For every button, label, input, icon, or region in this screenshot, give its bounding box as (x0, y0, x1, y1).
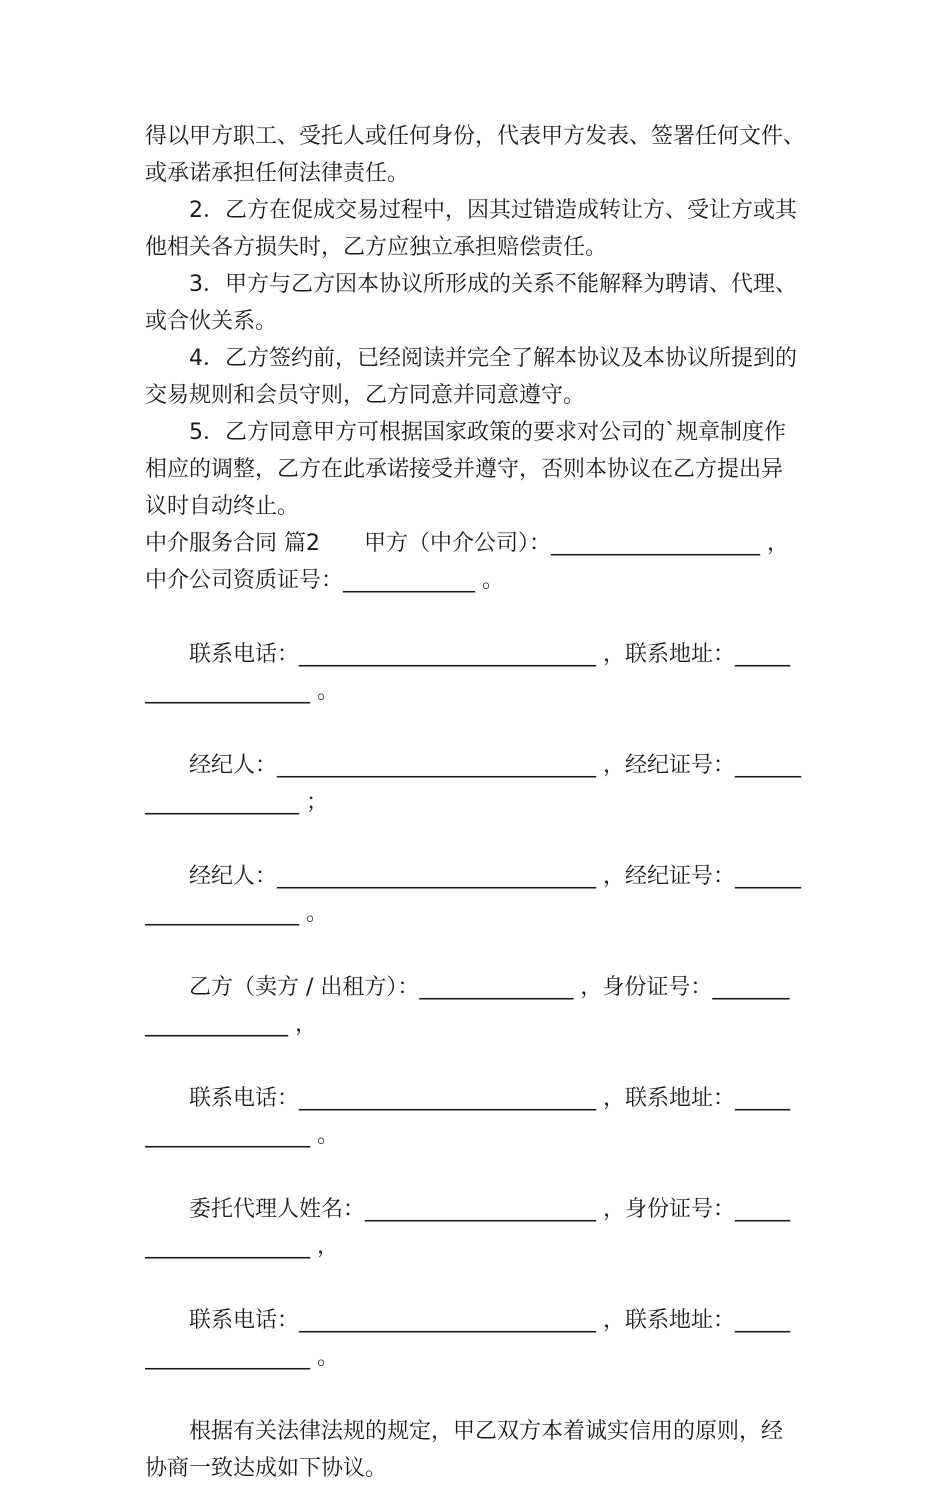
document-line: 他相关各方损失时，乙方应独立承担赔偿责任。 (145, 235, 608, 260)
line-gap (145, 1043, 810, 1080)
line-gap (145, 1154, 810, 1191)
line-gap (145, 710, 810, 747)
line-gap (145, 1376, 810, 1413)
document-line: ______________ ； (145, 790, 328, 815)
document-line: 相应的调整，乙方在此承诺接受并遵守，否则本协议在乙方提出异 (145, 457, 784, 482)
document-page (145, 118, 810, 1487)
document-line: 联系电话：___________________________ ，联系地址：_____ (189, 1308, 790, 1333)
document-line: _______________ 。 (145, 679, 339, 704)
line-gap (145, 599, 810, 636)
line-gap (145, 1265, 810, 1302)
document-line: 联系电话：___________________________ ，联系地址：_____ (189, 642, 790, 667)
document-line: 中介服务合同 篇2 甲方（中介公司）：___________________ ， (145, 531, 789, 556)
document-line: 2．乙方在促成交易过程中，因其过错造成转让方、受让方或其 (189, 198, 797, 223)
document-line: 乙方（卖方 / 出租方）：______________ ，身份证号：_______ (189, 975, 790, 1000)
document-line: 委托代理人姓名：_____________________ ，身份证号：_____ (189, 1197, 790, 1222)
document-line: 或合伙关系。 (145, 309, 278, 334)
document-line: 5．乙方同意甲方可根据国家政策的要求对公司的`规章制度作 (189, 420, 786, 445)
document-line: _______________ 。 (145, 1123, 339, 1148)
document-line: _____________ ， (145, 1012, 317, 1037)
document-line: 经纪人：_____________________________ ，经纪证号：______ (189, 864, 801, 889)
document-line: 经纪人：_____________________________ ，经纪证号：______ (189, 753, 801, 778)
line-gap (145, 821, 810, 858)
document-line: 3．甲方与乙方因本协议所形成的关系不能解释为聘请、代理、 (189, 272, 797, 297)
document-line: 议时自动终止。 (145, 494, 300, 519)
document-line: 得以甲方职工、受托人或任何身份，代表甲方发表、签署任何文件、 (145, 124, 806, 149)
document-line: 中介公司资质证号：____________ 。 (145, 568, 504, 593)
document-line: _______________ ， (145, 1234, 339, 1259)
document-line: _______________ 。 (145, 1345, 339, 1370)
document-line: 根据有关法律法规的规定，甲乙双方本着诚实信用的原则，经 (189, 1419, 784, 1444)
document-line: 或承诺承担任何法律责任。 (145, 161, 410, 186)
line-gap (145, 932, 810, 969)
document-line: 4．乙方签约前，已经阅读并完全了解本协议及本协议所提到的 (189, 346, 797, 371)
document-line: 协商一致达成如下协议。 (145, 1456, 388, 1481)
document-line: 交易规则和会员守则，乙方同意并同意遵守。 (145, 383, 586, 408)
document-line: 联系电话：___________________________ ，联系地址：_____ (189, 1086, 790, 1111)
document-line: ______________ 。 (145, 901, 328, 926)
